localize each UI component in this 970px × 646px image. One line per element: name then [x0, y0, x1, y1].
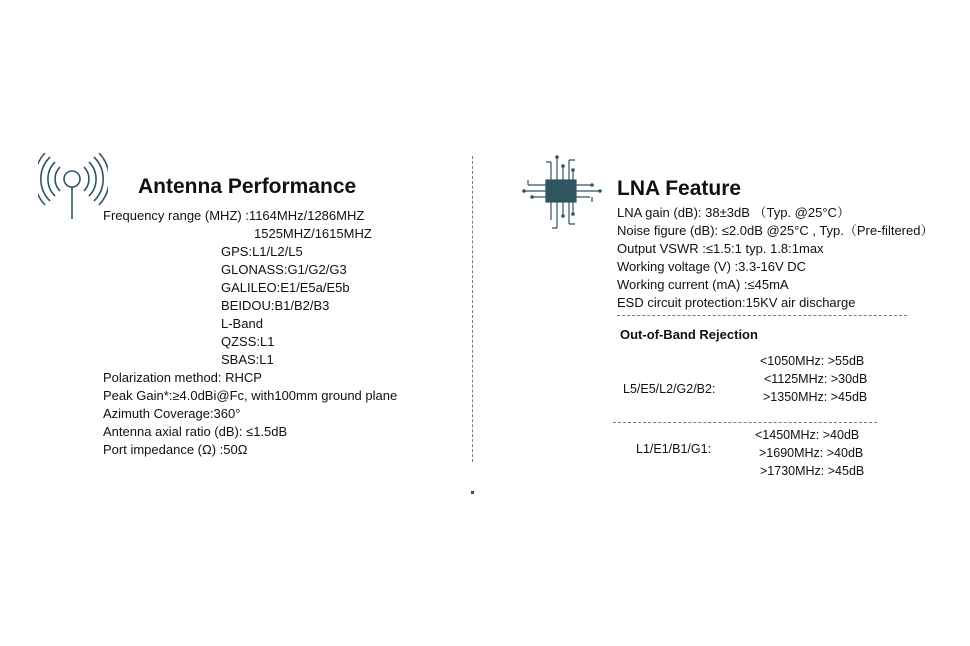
oob-title: Out-of-Band Rejection — [620, 327, 758, 342]
oob-group-divider — [613, 422, 877, 423]
spec-gps: GPS:L1/L2/L5 — [221, 244, 303, 259]
chip-circuit-icon — [520, 152, 604, 236]
spec-frequency-2: 1525MHZ/1615MHZ — [254, 226, 372, 241]
oob-group-2-label: L1/E1/B1/G1: — [636, 442, 712, 456]
oob-group-1-value-2: <1125MHz: >30dB — [764, 372, 868, 386]
lna-gain: LNA gain (dB): 38±3dB （Typ. @25°C） — [617, 205, 850, 220]
spec-qzss: QZSS:L1 — [221, 334, 275, 349]
oob-group-2-value-2: >1690MHz: >40dB — [759, 446, 864, 460]
column-divider — [472, 156, 473, 462]
antenna-performance-title: Antenna Performance — [138, 175, 357, 198]
spec-lband: L-Band — [221, 316, 263, 331]
divider-dot — [471, 491, 474, 494]
lna-vswr: Output VSWR :≤1.5:1 typ. 1.8:1max — [617, 241, 824, 256]
spec-sbas: SBAS:L1 — [221, 352, 274, 367]
spec-galileo: GALILEO:E1/E5a/E5b — [221, 280, 350, 295]
lna-feature-title: LNA Feature — [617, 177, 742, 200]
spec-beidou: BEIDOU:B1/B2/B3 — [221, 298, 330, 313]
antenna-signal-icon — [38, 153, 108, 223]
oob-group-1-value-3: >1350MHz: >45dB — [763, 390, 868, 404]
spec-frequency: Frequency range (MHZ) :1164MHz/1286MHZ — [103, 208, 365, 223]
spec-glonass: GLONASS:G1/G2/G3 — [221, 262, 347, 277]
spec-peak-gain: Peak Gain*:≥4.0dBi@Fc, with100mm ground plane — [103, 388, 398, 403]
oob-group-1-label: L5/E5/L2/G2/B2: — [623, 382, 716, 396]
spec-axial-ratio: Antenna axial ratio (dB): ≤1.5dB — [103, 424, 288, 439]
oob-group-1-value-1: <1050MHz: >55dB — [760, 354, 865, 368]
lna-voltage: Working voltage (V) :3.3-16V DC — [617, 259, 807, 274]
lna-noise-figure: Noise figure (dB): ≤2.0dB @25°C , Typ.（Pre-filtered） — [617, 223, 934, 238]
spec-azimuth: Azimuth Coverage:360° — [103, 406, 241, 421]
oob-group-2-value-3: >1730MHz: >45dB — [760, 464, 865, 478]
spec-polarization: Polarization method: RHCP — [103, 370, 262, 385]
oob-group-2-value-1: <1450MHz: >40dB — [755, 428, 860, 442]
spec-impedance: Port impedance (Ω) :50Ω — [103, 442, 248, 457]
lna-esd: ESD circuit protection:15KV air discharge — [617, 295, 856, 310]
lna-section-divider — [617, 315, 907, 316]
lna-current: Working current (mA) :≤45mA — [617, 277, 789, 292]
